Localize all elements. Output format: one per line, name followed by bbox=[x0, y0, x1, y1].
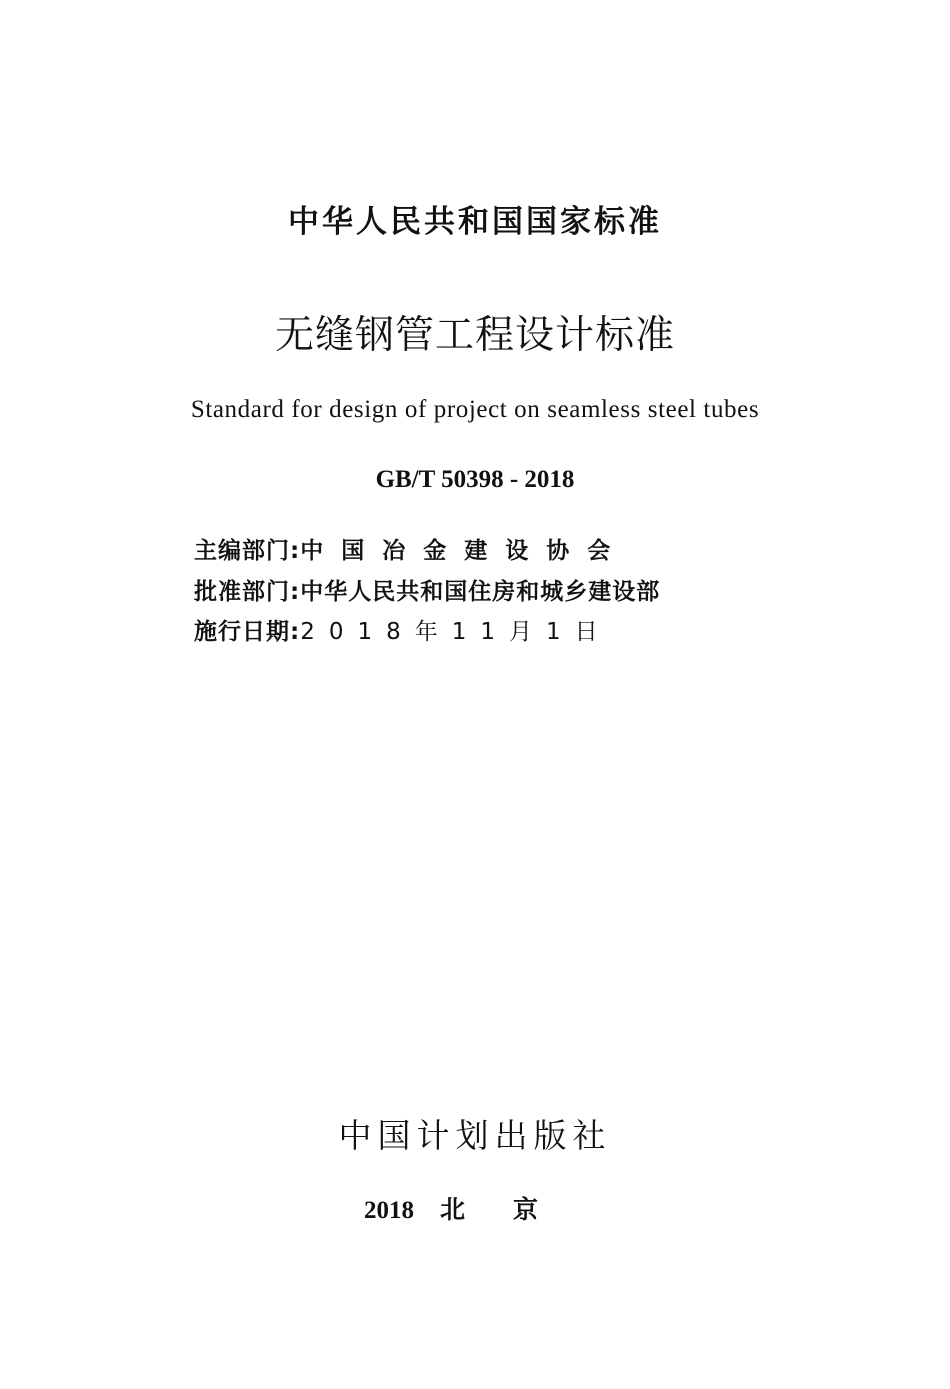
publisher-name: 中国计划出版社 bbox=[338, 1116, 612, 1155]
title-english: Standard for design of project on seamless steel tubes bbox=[190, 396, 760, 423]
effective-date-label: 施行日期: bbox=[194, 619, 301, 645]
approver-value: 中华人民共和国住房和城乡建设部 bbox=[300, 579, 661, 605]
approver-row bbox=[194, 577, 734, 607]
approver-label: 批准部门: bbox=[194, 579, 301, 605]
editor-label: 主编部门: bbox=[194, 538, 301, 564]
effective-date-row bbox=[194, 617, 734, 647]
editor-value: 中国冶金建设协会 bbox=[300, 538, 629, 564]
national-standard-heading: 中华人民共和国国家标准 bbox=[288, 204, 662, 240]
standard-code: GB/T 50398 - 2018 bbox=[375, 466, 575, 493]
title-chinese: 无缝钢管工程设计标准 bbox=[274, 313, 675, 358]
publication-place bbox=[0, 1190, 950, 1226]
publication-year: 2018 bbox=[363, 1197, 414, 1224]
effective-date-value: 2018年11月1日 bbox=[300, 619, 612, 645]
publication-city: 北京 bbox=[439, 1195, 586, 1224]
editor-row bbox=[194, 536, 734, 566]
